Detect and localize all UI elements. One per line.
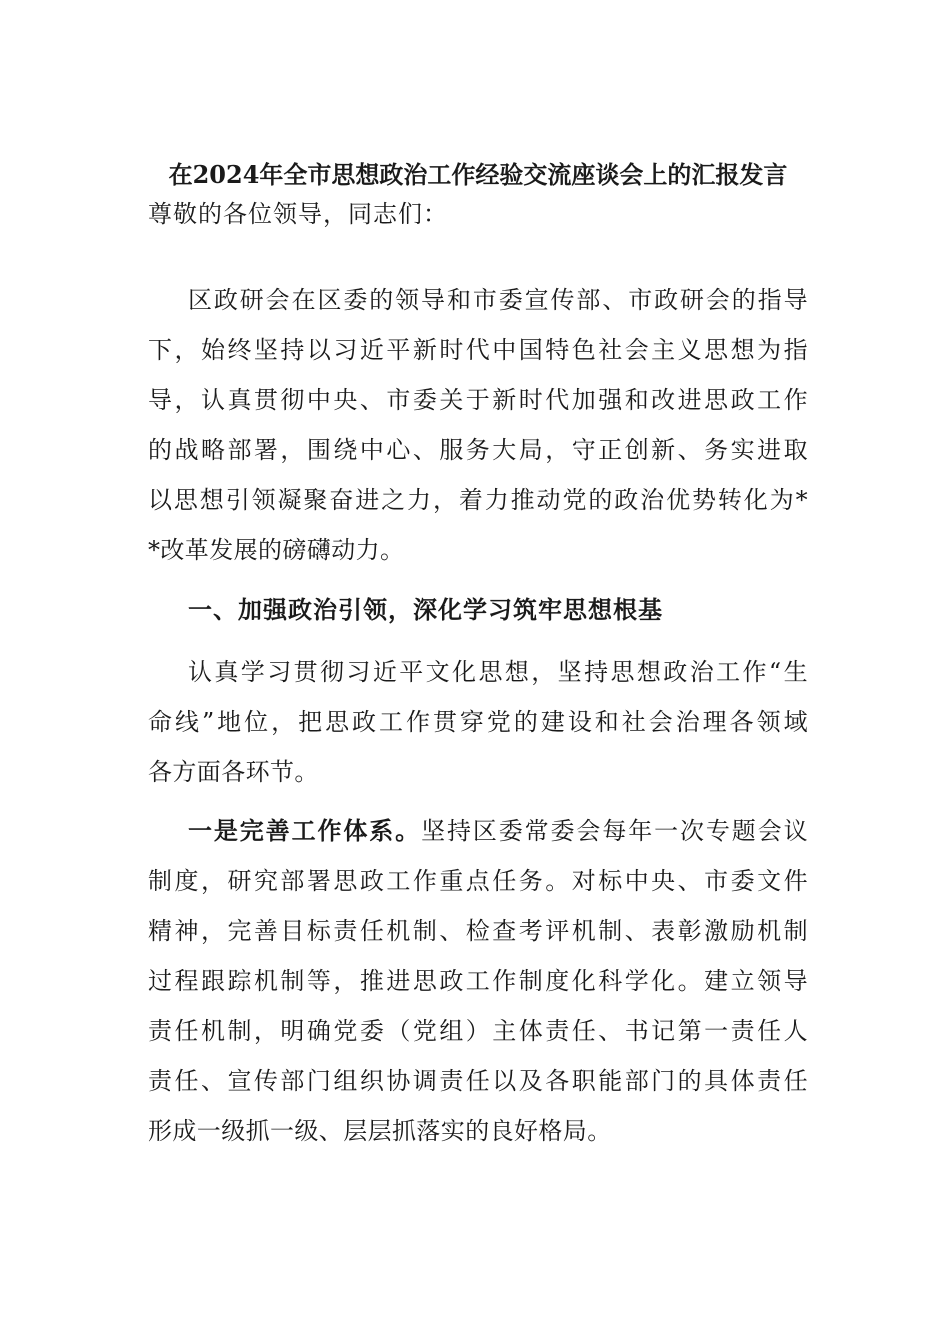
paragraph-line: 下，始终坚持以习近平新时代中国特色社会主义思想为指 (148, 336, 808, 364)
point-lead: 一是完善工作体系。 (188, 816, 422, 845)
paragraph-line: 形成一级抓一级、层层抓落实的良好格局。 (148, 1117, 612, 1145)
paragraph-line: 制度，研究部署思政工作重点任务。对标中央、市委文件 (148, 867, 808, 895)
point-lead-rest: 坚持区委常委会每年一次专题会议 (421, 817, 808, 845)
intro-paragraph (148, 275, 808, 575)
paragraph-line: 精神，完善目标责任机制、检查考评机制、表彰激励机制 (148, 917, 808, 945)
section1-paragraph (148, 647, 808, 797)
paragraph-line: 责任、宣传部门组织协调责任以及各职能部门的具体责任 (148, 1067, 808, 1095)
paragraph-line: 责任机制，明确党委（党组）主体责任、书记第一责任人 (148, 1017, 808, 1045)
paragraph-line: *改革发展的磅礴动力。 (148, 536, 405, 564)
paragraph-line: 导，认真贯彻中央、市委关于新时代加强和改进思政工作 (148, 386, 808, 414)
paragraph-line: 的战略部署，围绕中心、服务大局，守正创新、务实进取 (148, 436, 808, 464)
paragraph-line (148, 806, 808, 856)
greeting: 尊敬的各位领导，同志们： (148, 200, 448, 228)
point1-paragraph (148, 806, 808, 1156)
paragraph-line: 认真学习贯彻习近平文化思想，坚持思想政治工作“生 (188, 658, 808, 686)
paragraph-line: 以思想引领凝聚奋进之力，着力推动党的政治优势转化为* (148, 486, 808, 514)
paragraph-line: 过程跟踪机制等，推进思政工作制度化科学化。建立领导 (148, 967, 808, 995)
section-heading: 一、加强政治引领，深化学习筑牢思想根基 (188, 595, 663, 624)
paragraph-line: 区政研会在区委的领导和市委宣传部、市政研会的指导 (188, 286, 808, 314)
paragraph-line: 各方面各环节。 (148, 758, 319, 786)
paragraph-line: 命线”地位，把思政工作贯穿党的建设和社会治理各领域 (148, 708, 808, 736)
document-title: 在2024年全市思想政治工作经验交流座谈会上的汇报发言 (168, 160, 788, 189)
